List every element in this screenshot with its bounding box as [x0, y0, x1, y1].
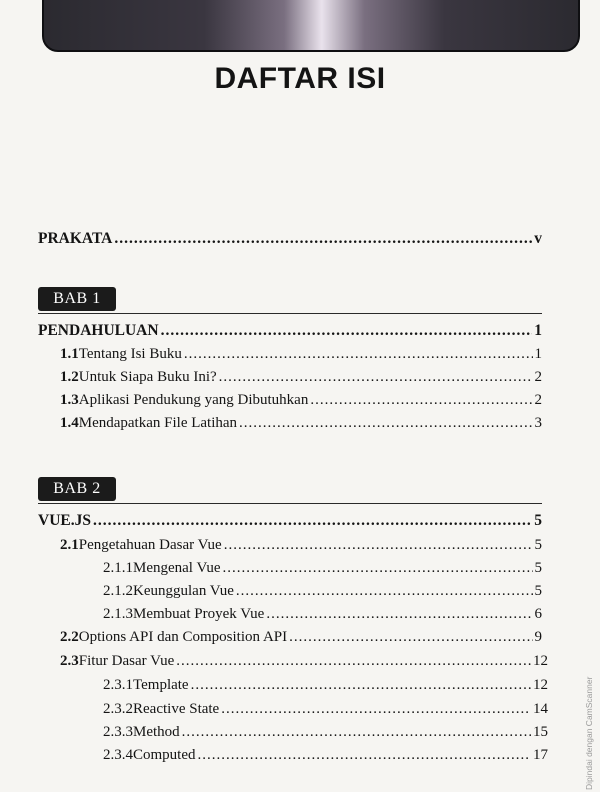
leader-dots — [114, 230, 532, 248]
chapter-badge-2: BAB 2 — [38, 477, 116, 501]
toc-entry-number: 2.3.2 — [103, 701, 133, 717]
toc-entry[interactable] — [60, 628, 542, 646]
toc-subentry[interactable] — [103, 676, 548, 694]
toc-entry-label: Computed — [133, 747, 196, 763]
toc-subentry[interactable] — [103, 559, 542, 577]
toc-entry-page: 3 — [534, 415, 542, 431]
toc-entry-label: Method — [133, 724, 180, 740]
toc-subentry[interactable] — [103, 582, 542, 600]
toc-entry-label: Template — [133, 677, 189, 693]
leader-dots — [176, 652, 531, 670]
leader-dots — [236, 582, 533, 600]
toc-entry-number: 1.3 — [60, 392, 79, 408]
toc-entry-page: 14 — [533, 701, 548, 717]
toc-entry-label: Mendapatkan File Latihan — [78, 415, 238, 431]
toc-entry-prakata[interactable] — [38, 230, 542, 248]
page-title: DAFTAR ISI — [214, 62, 386, 95]
leader-dots — [161, 322, 533, 340]
toc-entry-page: 1 — [534, 322, 542, 339]
toc-entry-number: 2.1.1 — [103, 560, 133, 576]
leader-dots — [289, 628, 532, 646]
chapter-divider — [38, 503, 542, 504]
toc-entry-page: 9 — [534, 629, 542, 645]
toc-entry-number: 2.3.4 — [103, 747, 133, 763]
leader-dots — [219, 368, 533, 386]
toc-entry-label: VUE.JS — [38, 512, 91, 529]
leader-dots — [239, 414, 532, 432]
toc-entry-label: Untuk Siapa Buku Ini? — [78, 369, 217, 385]
toc-entry[interactable] — [60, 652, 548, 670]
toc-entry-number: 1.2 — [60, 369, 79, 385]
toc-subentry[interactable] — [103, 700, 548, 718]
toc-entry-number: 1.4 — [60, 415, 79, 431]
leader-dots — [191, 676, 531, 694]
toc-entry-page: 2 — [534, 369, 542, 385]
toc-entry-label: Tentang Isi Buku — [78, 346, 182, 362]
chapter-badge-1: BAB 1 — [38, 287, 116, 311]
toc-entry-label: Aplikasi Pendukung yang Dibutuhkan — [78, 392, 309, 408]
toc-entry-number: 2.2 — [60, 629, 79, 645]
toc-entry-number: 2.1 — [60, 537, 79, 553]
toc-entry[interactable] — [60, 368, 542, 386]
toc-entry-page: 5 — [534, 512, 542, 529]
leader-dots — [182, 723, 531, 741]
toc-entry-number: 2.3.1 — [103, 677, 133, 693]
toc-subentry[interactable] — [103, 605, 542, 623]
toc-entry-number: 2.3.3 — [103, 724, 133, 740]
toc-entry-page: 2 — [534, 392, 542, 408]
toc-entry[interactable] — [60, 414, 542, 432]
toc-entry-number: 2.1.3 — [103, 606, 133, 622]
toc-entry-label: Reactive State — [133, 701, 220, 717]
toc-entry-page: 5 — [534, 560, 542, 576]
toc-subentry[interactable] — [103, 723, 548, 741]
toc-entry-label: Pengetahuan Dasar Vue — [78, 537, 222, 553]
toc-entry[interactable] — [60, 345, 542, 363]
toc-entry-label: Keunggulan Vue — [133, 583, 234, 599]
toc-chapter-entry[interactable] — [38, 322, 542, 340]
toc-entry-label: Options API dan Composition API — [78, 629, 288, 645]
toc-entry-label: Fitur Dasar Vue — [78, 653, 175, 669]
toc-entry[interactable] — [60, 391, 542, 409]
toc-entry-page: 5 — [534, 583, 542, 599]
toc-entry-number: 2.3 — [60, 653, 79, 669]
chapter-divider — [38, 313, 542, 314]
leader-dots — [221, 700, 531, 718]
leader-dots — [266, 605, 532, 623]
toc-entry-page: v — [534, 230, 542, 247]
leader-dots — [310, 391, 532, 409]
toc-entry-page: 17 — [533, 747, 548, 763]
toc-chapter-entry[interactable] — [38, 512, 542, 530]
leader-dots — [198, 746, 532, 764]
scanner-watermark: Dipindai dengan CamScanner — [584, 676, 594, 790]
toc-entry-page: 15 — [533, 724, 548, 740]
toc-entry-page: 12 — [533, 677, 548, 693]
leader-dots — [93, 512, 532, 530]
toc-subentry[interactable] — [103, 746, 548, 764]
toc-entry-page: 1 — [534, 346, 542, 362]
cover-banner — [42, 0, 580, 52]
toc-entry-label: PENDAHULUAN — [38, 322, 159, 339]
leader-dots — [224, 536, 533, 554]
toc-entry-page: 6 — [534, 606, 542, 622]
toc-entry[interactable] — [60, 536, 542, 554]
toc-entry-number: 1.1 — [60, 346, 79, 362]
leader-dots — [223, 559, 533, 577]
leader-dots — [184, 345, 533, 363]
toc-entry-label: Membuat Proyek Vue — [133, 606, 265, 622]
toc-entry-label: PRAKATA — [38, 230, 113, 247]
toc-entry-page: 5 — [534, 537, 542, 553]
toc-entry-number: 2.1.2 — [103, 583, 133, 599]
toc-entry-label: Mengenal Vue — [133, 560, 221, 576]
toc-entry-page: 12 — [533, 653, 548, 669]
